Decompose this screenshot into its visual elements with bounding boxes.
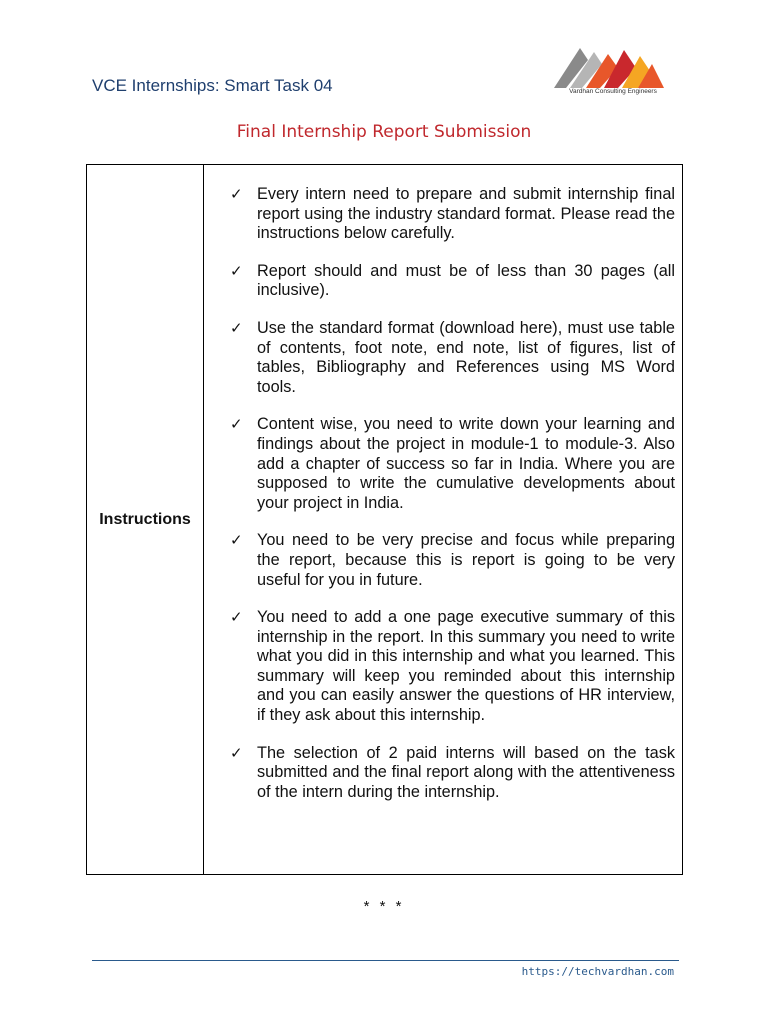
footer-url-link[interactable]: https://techvardhan.com [521,965,674,978]
checkmark-icon: ✓ [230,415,243,434]
logo-caption: Vardhan Consulting Engineers [569,88,657,95]
instruction-text: The selection of 2 paid interns will based on the task submitted and the final report along with the attentiveness of the intern during the internship. [257,743,675,801]
footer-divider [92,960,679,961]
instruction-item [230,531,675,590]
instructions-table [86,164,683,875]
checkmark-icon: ✓ [230,608,243,627]
instruction-text: Content wise, you need to write down your learning and findings about the project in module-1 to module-3. Also add a chapter of success so far in India. Where you are supposed to write the cumulative developments about your project in India. [257,415,675,512]
instruction-item [230,262,675,301]
instruction-item [230,319,675,397]
instruction-text: You need to add a one page executive summary of this internship in the report. In this summary you need to write what you did in this internship and what you learned. This summary will keep you reminded about this internship and you can easily answer the questions of HR interview, if they ask about this internship. [257,608,675,725]
checkmark-icon: ✓ [230,318,243,337]
company-logo [552,44,674,100]
instruction-item [230,744,675,803]
instruction-item [230,608,675,726]
document-title: Final Internship Report Submission [236,122,532,142]
checkmark-icon: ✓ [230,261,243,280]
header-title: VCE Internships: Smart Task 04 [92,76,333,95]
checkmark-icon: ✓ [230,531,243,550]
instructions-label: Instructions [99,510,191,528]
instructions-label-cell [87,165,204,874]
instruction-item [230,185,675,244]
checkmark-icon: ✓ [230,185,243,203]
instruction-text: You need to be very precise and focus while preparing the report, because this is report is going to be very useful for you in future. [257,531,675,589]
section-separator: * * * [363,898,405,915]
instruction-text: Every intern need to prepare and submit internship final report using the industry standard format. Please read the instructions below carefully. [257,185,675,243]
instructions-content-cell [204,165,682,874]
instruction-text: Report should and must be of less than 30 pages (all inclusive). [257,261,675,300]
logo-mountains-icon [552,44,674,88]
instruction-item [230,415,675,513]
instruction-text: Use the standard format (download here), must use table of contents, foot note, end note, list of figures, list of tables, Bibliography and References using MS Word tools. [257,318,675,396]
checkmark-icon: ✓ [230,743,243,762]
